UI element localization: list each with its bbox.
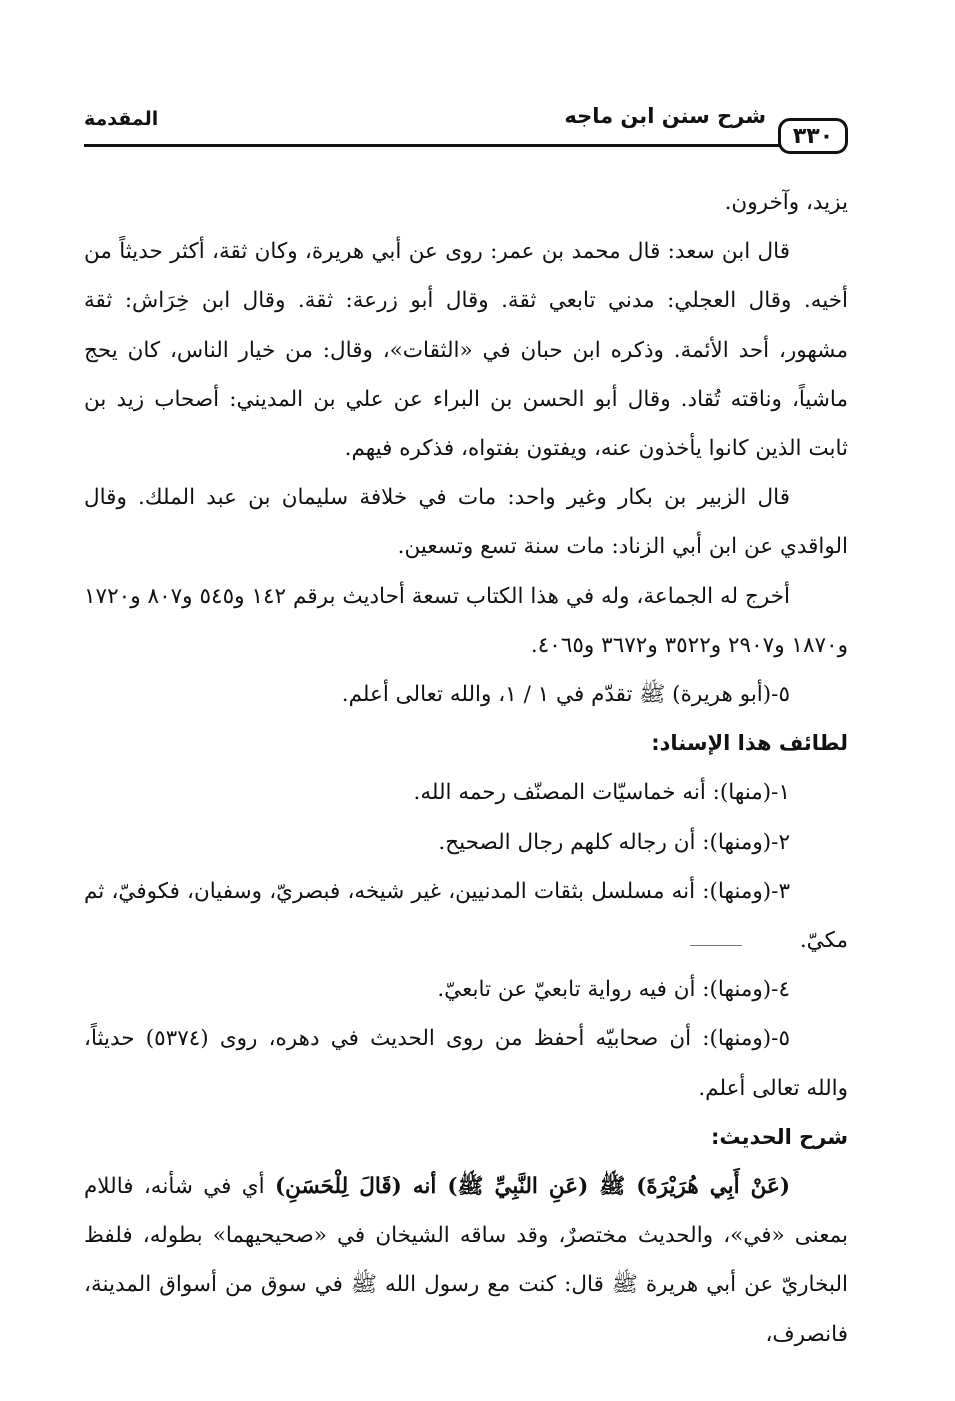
explanation-text: أي في شأنه، فاللام بمعنى «في»، والحديث مختصرٌ، وقد ساقه الشيخان في «صحيحيهما» بطوله، فلفظ البخاريّ عن أبي هريرة ﷺ قال: كنت مع رسول الله ﷺ في سوق من أسواق المدينة، فانصرف، (84, 1174, 848, 1347)
list-item: ٣-(ومنها): أنه مسلسل بثقات المدنيين، غير شيخه، فبصريّ، وسفيان، فكوفيّ، ثم مكيّ. (84, 878, 848, 954)
list-item: ٥-(ومنها): أن صحابيّه أحفظ من روى الحديث في دهره، روى (٥٣٧٤) حديثاً، والله تعالى أعلم. (84, 1026, 848, 1101)
paragraph-death: قال الزبير بن بكار وغير واحد: مات في خلافة سليمان بن عبد الملك. وقال الواقدي عن ابن أبي الزناد: مات سنة تسع وتسعين. (84, 485, 848, 560)
paragraph-explanation (84, 1162, 848, 1359)
page-number: ٣٣٠ (778, 118, 848, 154)
paragraph-ibn-saad: قال ابن سعد: قال محمد بن عمر: روى عن أبي هريرة، وكان ثقة، أكثر حديثاً من أخيه. وقال العجلي: مدني تابعي ثقة. وقال أبو زرعة: ثقة. وقال ابن خِرَاش: ثقة مشهور، أحد الأئمة. وذكره ابن حبان في «الثقات»، وقال: من خيار الناس، كان يحج ماشياً، وناقته تُقاد. وقال أبو الحسن بن البراء عن علي بن المديني: أصحاب زيد بن ثابت الذين كانوا يأخذون عنه، ويفتون بفتواه، فذكره فيهم. (84, 239, 848, 462)
list-item: ٢-(ومنها): أن رجاله كلهم رجال الصحيح. (438, 829, 790, 855)
list-item: ٤-(ومنها): أن فيه رواية تابعيّ عن تابعيّ. (437, 977, 790, 1003)
page-header (84, 100, 848, 160)
hadith-quote: (عَنْ أَبِي هُرَيْرَةَ) ﷺ (عَنِ النَّبِيِّ ﷺ) أنه (قَالَ لِلْحَسَنِ) (274, 1174, 790, 1200)
header-rule (84, 144, 782, 147)
decorative-dash (690, 945, 742, 946)
paragraph-abu-hurayra: ٥-(أبو هريرة) ﷺ تقدّم في ١ / ١، والله تعالى أعلم. (341, 682, 790, 708)
list-item: ١-(منها): أنه خماسيّات المصنّف رحمه الله. (413, 780, 790, 806)
heading-isnad-points: لطائف هذا الإسناد: (651, 731, 848, 756)
section-title: المقدمة (84, 108, 159, 130)
paragraph-continuation: يزيد، وآخرون. (724, 190, 848, 215)
page-body (84, 178, 848, 1359)
heading-hadith-explanation: شرح الحديث: (710, 1124, 848, 1149)
book-title: شرح سنن ابن ماجه (564, 104, 766, 128)
paragraph-hadith-numbers: أخرج له الجماعة، وله في هذا الكتاب تسعة أحاديث برقم ١٤٢ و٥٤٥ و٨٠٧ و١٧٢٠ و١٨٧٠ و٢٩٠٧ و٣٥٢٢ و٣٦٧٢ و٤٠٦٥. (84, 583, 848, 658)
